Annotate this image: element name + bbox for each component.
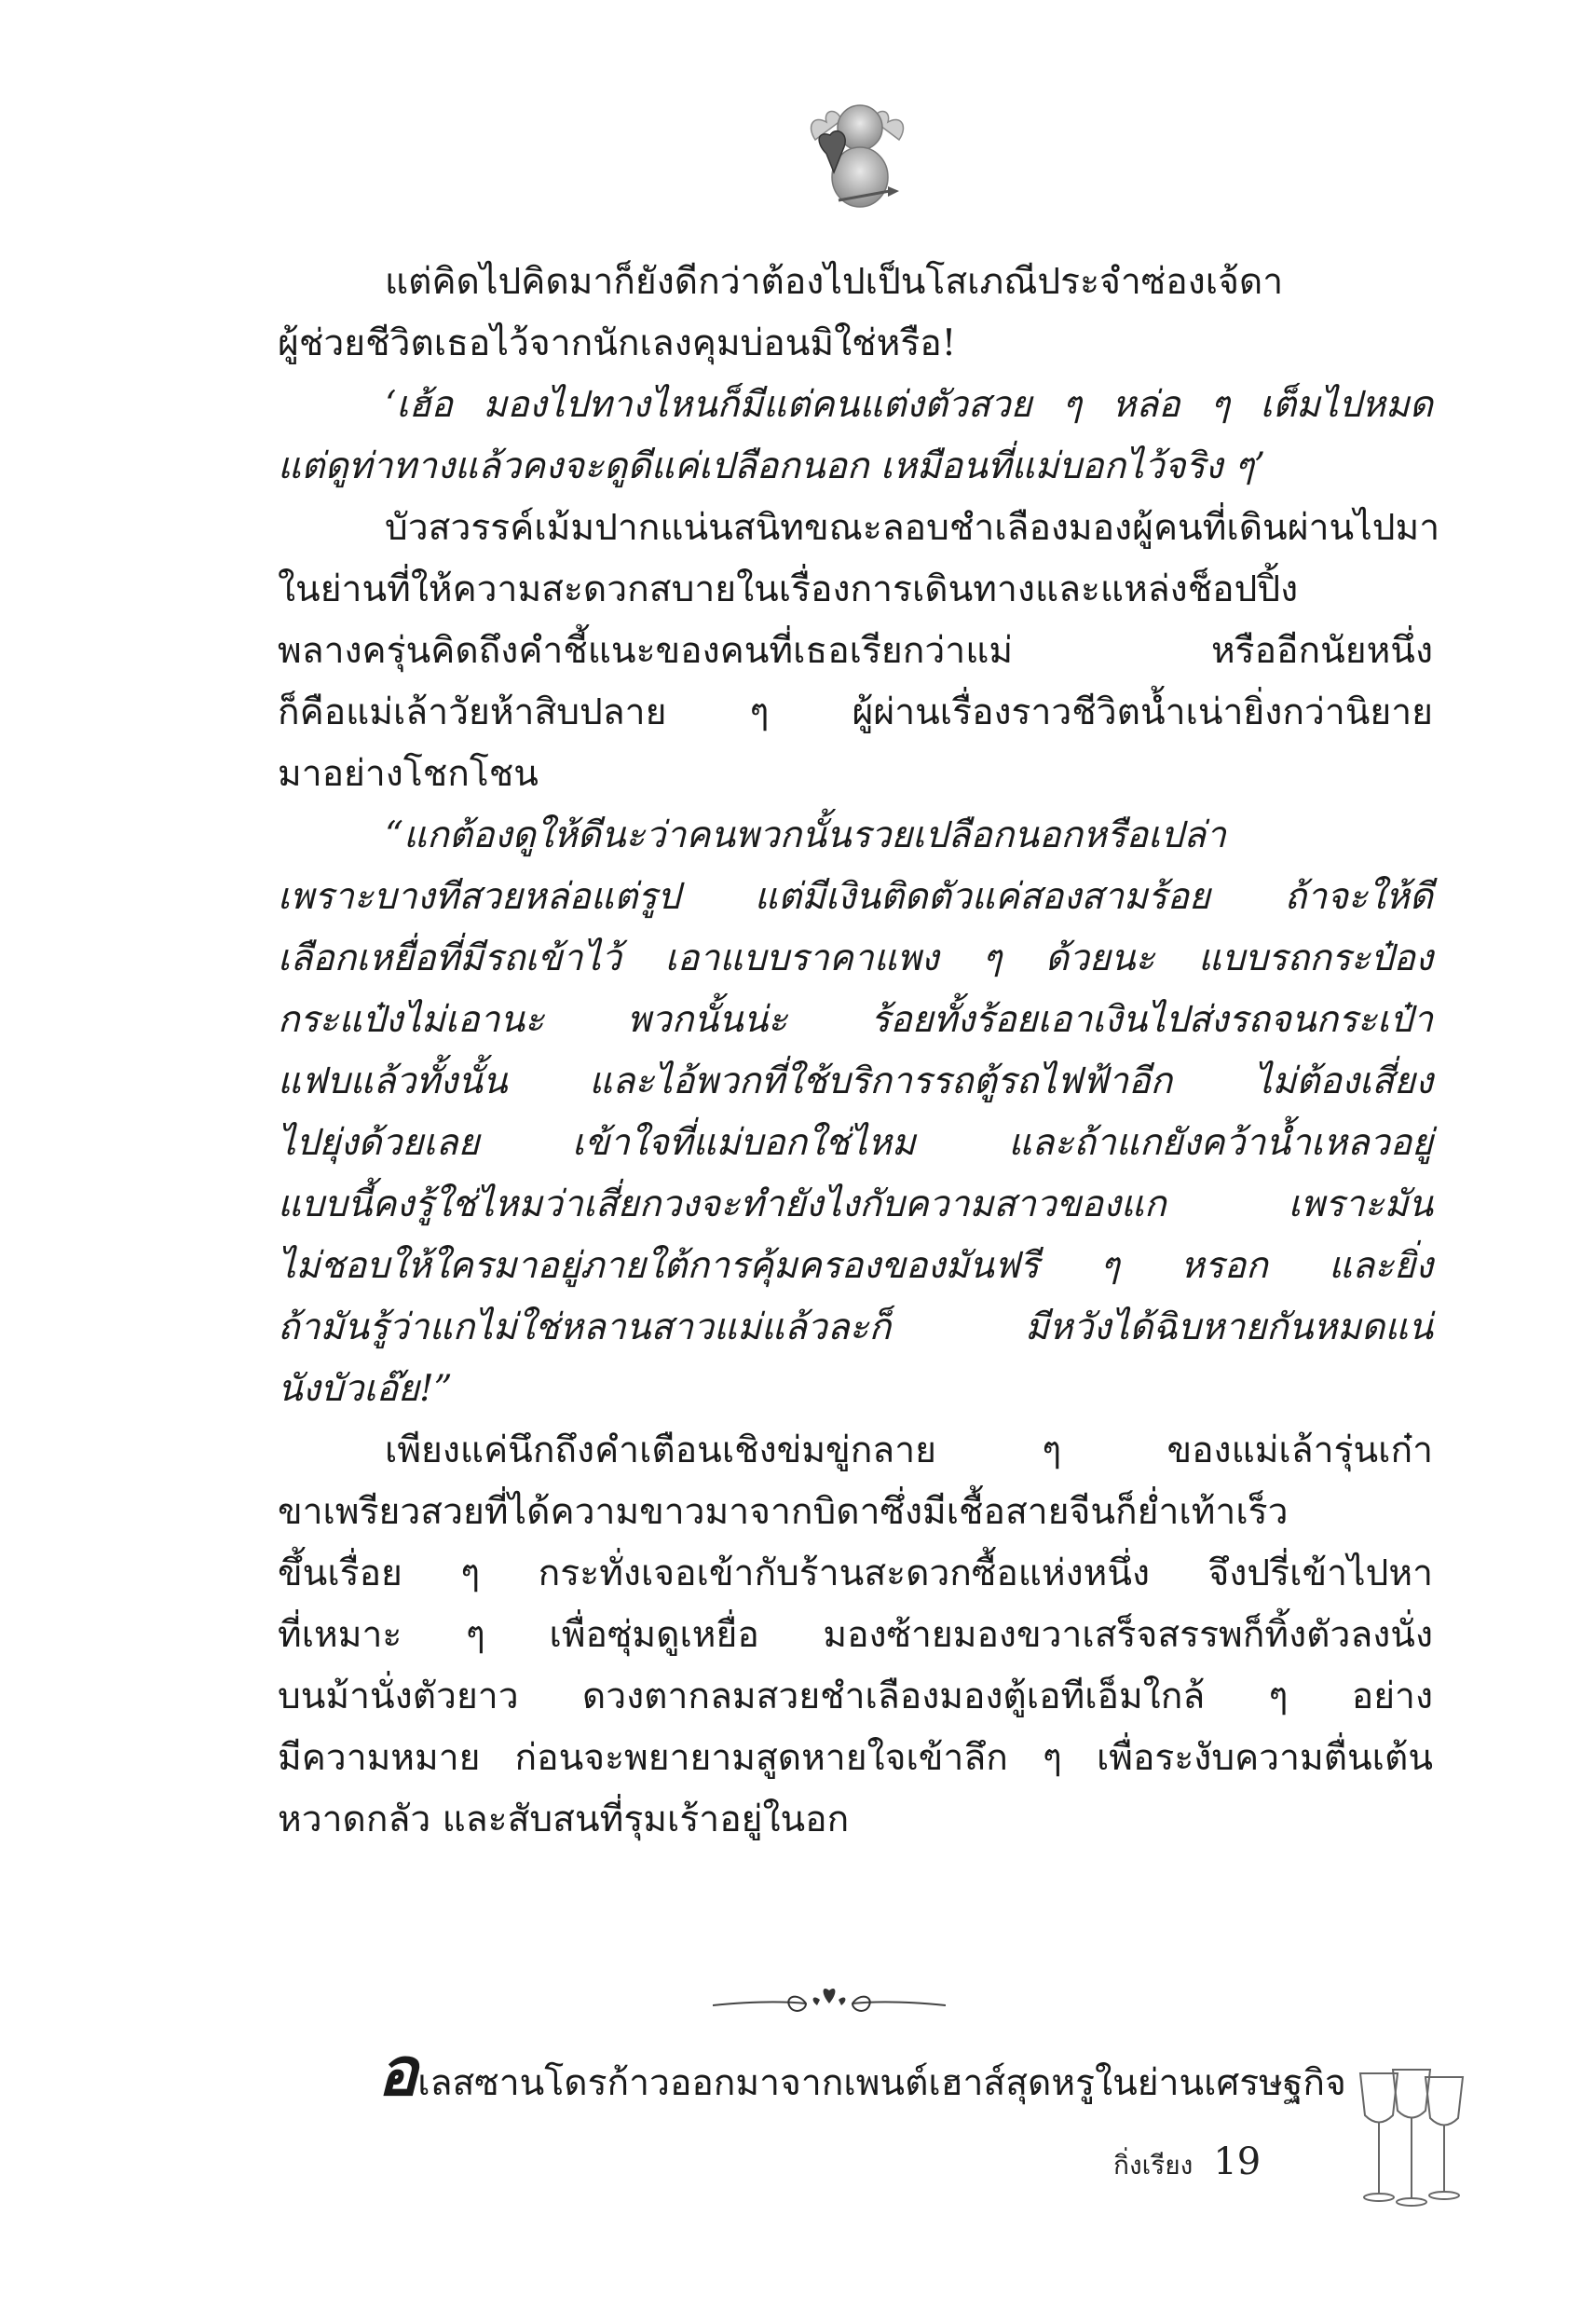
cupid-with-heart-icon [806, 98, 908, 214]
body-text [278, 252, 1440, 1851]
text-line: แบบนี้คงรู้ใช่ไหมว่าเสี่ยกวงจะทำยังไงกับความสาวของแก เพราะมัน [278, 1183, 1433, 1225]
page-footer [1113, 2134, 1261, 2190]
section-first-line [377, 2034, 1435, 2109]
text-line: ขึ้นเรื่อย ๆ กระทั่งเจอเข้ากับร้านสะดวกซื้อแห่งหนึ่ง จึงปรี่เข้าไปหา [278, 1552, 1433, 1594]
text-line: ‘เฮ้อ มองไปทางไหนก็มีแต่คนแต่งตัวสวย ๆ หล่อ ๆ เต็มไปหมด [385, 384, 1433, 426]
text-line: ถ้ามันรู้ว่าแกไม่ใช่หลานสาวแม่แล้วละก็ มีหวังได้ฉิบหายกันหมดแน่ [278, 1306, 1433, 1348]
text-line: นังบัวเอ๊ย!” [278, 1368, 453, 1410]
text-line: ก็คือแม่เล้าวัยห้าสิบปลาย ๆ ผู้ผ่านเรื่องราวชีวิตน้ำเน่ายิ่งกว่านิยาย [278, 691, 1433, 733]
text-line: พลางครุ่นคิดถึงคำชี้แนะของคนที่เธอเรียกว่าแม่ หรืออีกนัยหนึ่ง [278, 630, 1433, 672]
text-line: หวาดกลัว และสับสนที่รุมเร้าอยู่ในอก [278, 1798, 850, 1840]
wine-glasses-icon [1346, 2064, 1477, 2213]
text-line: แต่คิดไปคิดมาก็ยังดีกว่าต้องไปเป็นโสเภณีประจำซ่องเจ้ดา [385, 261, 1284, 303]
text-line: มีความหมาย ก่อนจะพยายามสูดหายใจเข้าลึก ๆ เพื่อระงับความตื่นเต้น [278, 1737, 1433, 1779]
text-line: “แกต้องดูให้ดีนะว่าคนพวกนั้นรวยเปลือกนอกหรือเปล่า [385, 814, 1226, 856]
text-line: ขาเพรียวสวยที่ได้ความขาวมาจากบิดาซึ่งมีเชื้อสายจีนก็ย่ำเท้าเร็ว [278, 1491, 1289, 1533]
floral-divider-icon [713, 1976, 946, 2031]
section-line-text: เลสซานโดรก้าวออกมาจากเพนต์เฮาส์สุดหรูในย่านเศรษฐกิจ [417, 2062, 1346, 2104]
text-line: เพียงแค่นึกถึงคำเตือนเชิงข่มขู่กลาย ๆ ของแม่เล้ารุ่นเก๋า [385, 1429, 1433, 1471]
text-line: ผู้ช่วยชีวิตเธอไว้จากนักเลงคุมบ่อนมิใช่หรือ! [278, 322, 957, 364]
text-line: กระแป๋งไม่เอานะ พวกนั้นน่ะ ร้อยทั้งร้อยเอาเงินไปส่งรถจนกระเป๋า [278, 999, 1433, 1041]
text-line: ไปยุ่งด้วยเลย เข้าใจที่แม่บอกใช่ไหม และถ้าแกยังคว้าน้ำเหลวอยู่ [278, 1122, 1433, 1164]
text-line: เลือกเหยื่อที่มีรถเข้าไว้ เอาแบบราคาแพง ๆ ด้วยนะ แบบรถกระป๋อง [278, 937, 1433, 979]
book-title: กิ่งเรียง [1113, 2150, 1194, 2181]
drop-cap: อ [377, 2032, 418, 2111]
text-line: ที่เหมาะ ๆ เพื่อซุ่มดูเหยื่อ มองซ้ายมองขวาเสร็จสรรพก็ทิ้งตัวลงนั่ง [278, 1614, 1433, 1656]
text-line: แต่ดูท่าทางแล้วคงจะดูดีแค่เปลือกนอก เหมือนที่แม่บอกไว้จริง ๆ’ [278, 445, 1266, 487]
text-line: บัวสวรรค์เม้มปากแน่นสนิทขณะลอบชำเลืองมองผู้คนที่เดินผ่านไปมา [385, 507, 1440, 549]
text-line: บนม้านั่งตัวยาว ดวงตากลมสวยชำเลืองมองตู้เอทีเอ็มใกล้ ๆ อย่าง [278, 1675, 1433, 1717]
page-number: 19 [1213, 2140, 1262, 2183]
text-line: แฟบแล้วทั้งนั้น และไอ้พวกที่ใช้บริการรถตู้รถไฟฟ้าอีก ไม่ต้องเสี่ยง [278, 1060, 1433, 1102]
text-line: มาอย่างโชกโชน [278, 753, 539, 795]
text-line: ไม่ชอบให้ใครมาอยู่ภายใต้การคุ้มครองของมันฟรี ๆ หรอก และยิ่ง [278, 1245, 1433, 1287]
text-line: ในย่านที่ให้ความสะดวกสบายในเรื่องการเดินทางและแหล่งช็อปปิ้ง [278, 568, 1299, 610]
text-line: เพราะบางทีสวยหล่อแต่รูป แต่มีเงินติดตัวแค่สองสามร้อย ถ้าจะให้ดี [278, 876, 1433, 918]
